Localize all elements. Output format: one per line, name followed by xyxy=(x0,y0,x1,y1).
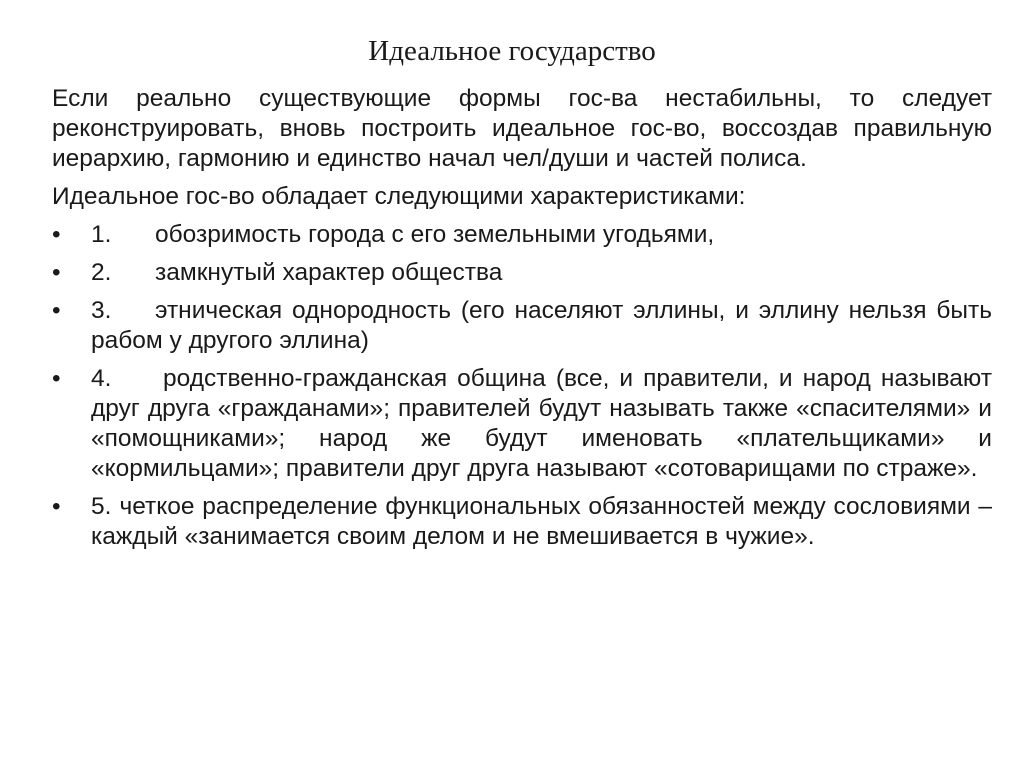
list-item xyxy=(52,258,992,288)
list-item xyxy=(52,220,992,250)
list-item xyxy=(52,296,992,356)
item-number: 3. xyxy=(91,297,112,324)
lead-paragraph: Идеальное гос-во обладает следующими характеристиками: xyxy=(52,183,746,210)
item-text: этническая однородность (его населяют эллины, и эллину нельзя быть рабом у другого эллина) xyxy=(91,297,992,354)
item-number: 4. xyxy=(91,365,112,392)
item-number: 1. xyxy=(91,221,112,248)
bullet-icon: • xyxy=(52,297,61,324)
item-text: родственно-гражданская община (все, и правители, и народ называют друг друга «гражданами»; правителей будут называть также «спасителями» и «помощниками»; народ же будут именовать «плательщиками» и «кормильцами»; правители друг друга называют «сотоварищами по страже». xyxy=(91,365,992,482)
slide-body xyxy=(52,84,992,560)
item-text: обозримость города с его земельными угодьями, xyxy=(155,221,715,248)
bullet-icon: • xyxy=(52,221,61,248)
item-text: четкое распределение функциональных обязанностей между сословиями – каждый «занимается своим делом и не вмешивается в чужие». xyxy=(91,493,992,550)
slide-title: Идеальное государство xyxy=(368,35,656,67)
list-item xyxy=(52,364,992,484)
characteristics-list xyxy=(52,220,992,552)
item-number: 5. xyxy=(91,493,112,520)
bullet-icon: • xyxy=(52,493,61,520)
bullet-icon: • xyxy=(52,259,61,286)
item-number: 2. xyxy=(91,259,112,286)
list-item xyxy=(52,492,992,552)
bullet-icon: • xyxy=(52,365,61,392)
intro-paragraph: Если реально существующие формы гос-ва нестабильны, то следует реконструировать, вновь построить идеальное гос-во, воссоздав правильную иерархию, гармонию и единство начал чел/души и частей полиса. xyxy=(52,85,992,172)
item-text: замкнутый характер общества xyxy=(155,259,503,286)
